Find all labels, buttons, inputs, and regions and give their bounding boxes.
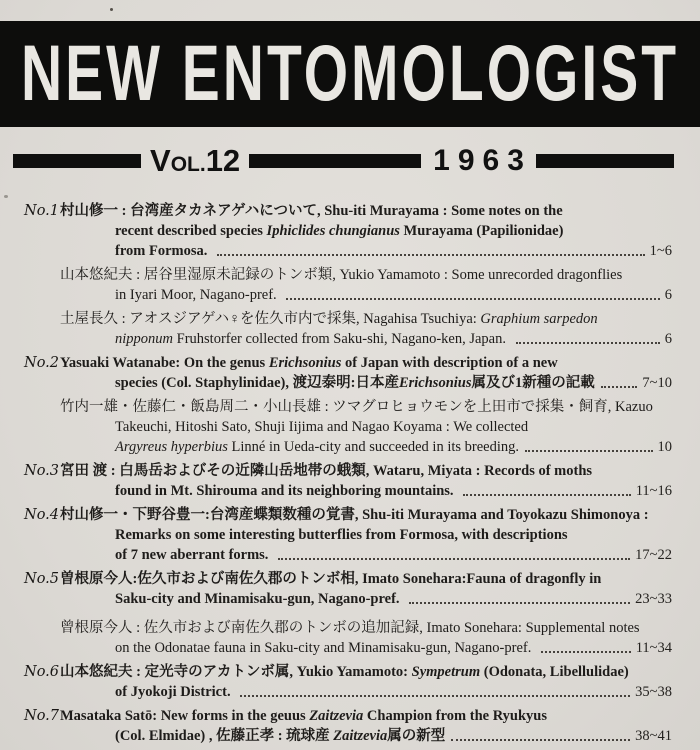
dot-leader	[278, 558, 630, 560]
volume-number: 12	[205, 143, 241, 178]
dot-leader	[601, 386, 638, 388]
entry-line	[0, 309, 700, 329]
entry-text-run: Argyreus hyperbius	[115, 439, 228, 455]
toc-entry	[0, 505, 700, 565]
divider-bar-left	[13, 154, 141, 168]
entry-line	[0, 461, 700, 481]
entry-text-run: Saku-city and Minamisaku-gun, Nagano-pref.	[115, 591, 404, 607]
page-range: 6	[664, 287, 672, 303]
entry-text-run: Sympetrum	[411, 664, 481, 680]
toc-entry	[0, 265, 700, 305]
dot-leader	[409, 602, 630, 604]
entry-text-run: Takeuchi, Hitoshi Sato, Shuji Iijima and Nagao Koyama : We collected	[115, 419, 529, 435]
entry-line	[0, 329, 700, 349]
entry-line	[0, 638, 700, 658]
toc-entry	[0, 353, 700, 393]
journal-title: NEW ENTOMOLOGIST	[20, 29, 680, 119]
entry-text-run: 曾根原今人 : 佐久市および南佐久郡のトンボの追加記録, Imato Sonehara: Supplemental notes	[60, 620, 640, 636]
scan-speck	[110, 8, 113, 11]
entry-text-run: found in Mt. Shirouma and its neighboring mountains.	[115, 483, 458, 499]
entry-number: No.3	[24, 463, 59, 479]
entry-line	[0, 285, 700, 305]
entry-text-run: (Col. Elmidae) , 佐藤正孝 : 琉球産	[115, 728, 334, 744]
page-range: 6	[664, 331, 672, 347]
dot-leader	[217, 254, 645, 256]
entry-number: No.6	[24, 664, 59, 680]
entry-text-run: Linné in Ueda-city and succeeded in its breeding.	[227, 439, 520, 455]
toc-entry	[0, 569, 700, 609]
toc-entry	[0, 309, 700, 349]
year-label: 1963	[433, 144, 532, 177]
entry-line	[0, 265, 700, 285]
entry-text-run: Graphium sarpedon	[480, 311, 598, 327]
entry-text-run: of 7 new aberrant forms.	[115, 547, 273, 563]
volume-v: V	[150, 143, 171, 178]
entry-number: No.5	[24, 571, 59, 587]
entry-text-run: 山本悠紀夫 : 定光寺のアカトンボ属, Yukio Yamamoto:	[60, 664, 412, 680]
divider-bar-right	[536, 154, 674, 168]
toc-entry	[0, 618, 700, 658]
dot-leader	[525, 450, 652, 452]
entry-text-run: 村山修一 : 台湾産タカネアゲハについて, Shu-iti Murayama : Some notes on the	[60, 203, 563, 219]
toc-entries	[0, 201, 700, 750]
entry-text-run: species (Col. Staphylinidae), 渡辺泰明:日本産	[115, 375, 399, 391]
entry-text-run: on the Odonatae fauna in Saku-city and Minamisaku-gun, Nagano-pref.	[115, 640, 535, 656]
entry-line	[0, 221, 700, 241]
toc-entry	[0, 201, 700, 261]
entry-line	[0, 397, 700, 417]
scan-speck	[4, 195, 8, 198]
volume-year-row	[0, 144, 700, 178]
page-range: 10	[657, 439, 672, 455]
entry-line	[0, 505, 700, 525]
entry-text-run: Murayama (Papilionidae)	[399, 223, 564, 239]
entry-text-run: (Odonata, Libellulidae)	[480, 664, 629, 680]
divider-bar-middle	[249, 154, 421, 168]
entry-line	[0, 241, 700, 261]
entry-line	[0, 481, 700, 501]
entry-text-run: Remarks on some interesting butterflies from Formosa, with descriptions	[115, 527, 568, 543]
entry-line	[0, 353, 700, 373]
dot-leader	[240, 695, 630, 697]
entry-line	[0, 525, 700, 545]
entry-text-run: 属及び1新種の記載	[471, 375, 595, 391]
entry-text-run: Zaitzevia	[333, 728, 388, 744]
entry-text-run: Zaitzevia	[309, 708, 364, 724]
entry-number: No.7	[24, 708, 59, 724]
toc-entry	[0, 397, 700, 457]
entry-text-run: 土屋長久 : アオスジアゲハ♀を佐久市内で採集, Nagahisa Tsuchiya:	[60, 311, 481, 327]
toc-entry	[0, 461, 700, 501]
entry-text-run: from Formosa.	[115, 243, 211, 259]
entry-text-run: 曽根原今人:佐久市および南佐久郡のトンボ相, Imato Sonehara:Fauna of dragonfly in	[60, 571, 602, 587]
dot-leader	[516, 342, 660, 344]
dot-leader	[463, 494, 631, 496]
toc-entry	[0, 706, 700, 746]
entry-number: No.1	[24, 203, 59, 219]
page-range: 17~22	[635, 547, 672, 563]
entry-text-run: Champion from the Ryukyus	[363, 708, 548, 724]
entry-line	[0, 618, 700, 638]
dot-leader	[286, 298, 659, 300]
entry-line	[0, 589, 700, 609]
page-range: 1~6	[649, 243, 672, 259]
entry-line	[0, 682, 700, 702]
volume-label	[150, 143, 240, 179]
entry-line	[0, 201, 700, 221]
page-range: 23~33	[635, 591, 672, 607]
entry-line	[0, 373, 700, 393]
entry-text-run: 属の新型	[387, 728, 446, 744]
entry-text-run: of Japan with description of a new	[341, 355, 558, 371]
entry-text-run: Erichsonius	[398, 375, 472, 391]
entry-text-run: Erichsonius	[268, 355, 342, 371]
entry-number: No.2	[24, 355, 59, 371]
entry-line	[0, 569, 700, 589]
entry-text-run: 竹内一雄・佐藤仁・飯島周二・小山長雄 : ツマグロヒョウモンを上田市で採集・飼育, Kazuo	[60, 399, 653, 415]
entry-number: No.4	[24, 507, 59, 523]
entry-line	[0, 662, 700, 682]
entry-text-run: Iphiclides chungianus	[266, 223, 400, 239]
dot-leader	[451, 739, 630, 741]
page-range: 35~38	[635, 684, 672, 700]
entry-text-run: 宮田 渡 : 白馬岳およびその近隣山岳地帯の蛾類, Wataru, Miyata : Records of moths	[60, 463, 593, 479]
entry-text-run: 村山修一・下野谷豊一:台湾産蝶類数種の覚書, Shu-iti Murayama and Toyokazu Shimonoya :	[60, 507, 649, 523]
dot-leader	[541, 651, 631, 653]
entry-line	[0, 545, 700, 565]
entry-text-run: in Iyari Moor, Nagano-pref.	[115, 287, 281, 303]
entry-text-run: Yasuaki Watanabe: On the genus	[60, 355, 269, 371]
entry-line	[0, 726, 700, 746]
entry-text-run: of Jyokoji District.	[115, 684, 235, 700]
toc-entry	[0, 662, 700, 702]
page-range: 7~10	[642, 375, 672, 391]
entry-line	[0, 417, 700, 437]
entry-text-run: Masataka Satō: New forms in the geuus	[60, 708, 310, 724]
entry-text-run: 山本悠紀夫 : 居谷里湿原未記録のトンボ類, Yukio Yamamoto : Some unrecorded dragonflies	[60, 267, 623, 283]
entry-text-run: recent described species	[115, 223, 267, 239]
entry-text-run: nipponum	[115, 331, 173, 347]
masthead-banner	[0, 21, 700, 127]
page-range: 11~34	[635, 640, 672, 656]
volume-ol: OL.	[170, 153, 206, 176]
entry-text-run: Fruhstorfer collected from Saku-shi, Nagano-ken, Japan.	[173, 331, 510, 347]
page-range: 38~41	[635, 728, 672, 744]
page-range: 11~16	[635, 483, 672, 499]
entry-line	[0, 437, 700, 457]
entry-line	[0, 706, 700, 726]
